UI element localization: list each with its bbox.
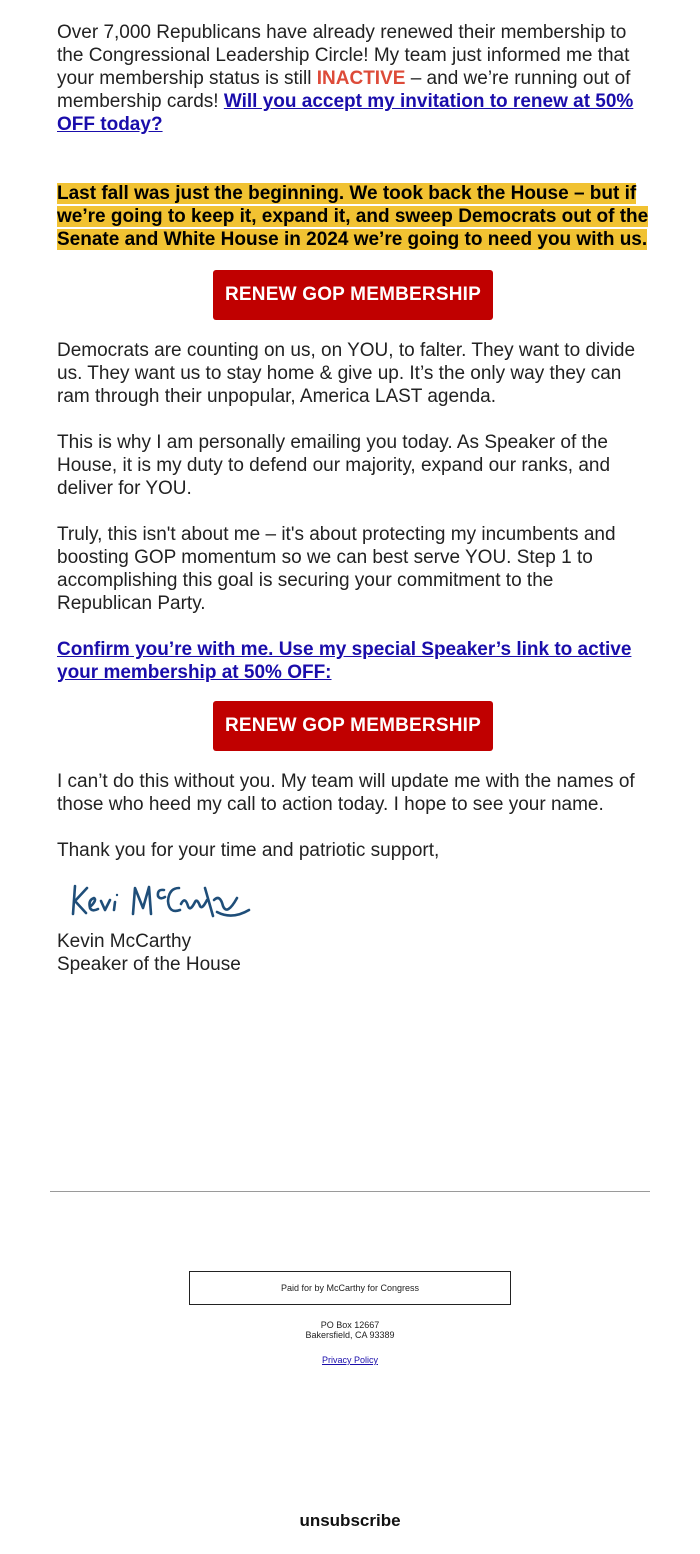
signer-name: Kevin McCarthy (57, 931, 192, 952)
body-paragraph: Democrats are counting on us, on YOU, to falter. They want to divide us. They want us to stay home & give up. It’s the only way they can ram through their unpopular, America LAST agenda. (57, 340, 636, 407)
paid-for-disclaimer: Paid for by McCarthy for Congress (189, 1271, 511, 1305)
email-body (57, 21, 649, 976)
body-paragraph: This is why I am personally emailing you today. As Speaker of the House, it is my duty to defend our majority, expand our ranks, and deliver for YOU. (57, 432, 611, 499)
confirm-membership-link[interactable]: Confirm you’re with me. Use my special Speaker’s link to active your membership at 50% OFF: (57, 639, 632, 683)
signer-title: Speaker of the House (57, 954, 241, 975)
cta-row-primary (57, 270, 649, 320)
intro-text-2: – and we’re running out of membership cards! (57, 68, 631, 112)
confirm-paragraph (57, 638, 649, 684)
highlight-paragraph (57, 182, 649, 251)
cta-row-secondary (57, 701, 649, 751)
signoff-text: Thank you for your time and patriotic support, (57, 840, 440, 861)
highlight-text: Last fall was just the beginning. We took back the House – but if we’re going to keep it, expand it, and sweep Democrats out of the Senate and White House in 2024 we’re going to need you with us. (57, 183, 649, 250)
membership-status: INACTIVE (316, 68, 406, 89)
unsubscribe-link[interactable]: unsubscribe (299, 1511, 401, 1530)
closing-paragraph: I can’t do this without you. My team will update me with the names of those who heed my call to action today. I hope to see your name. (57, 771, 635, 815)
intro-text-1: Over 7,000 Republicans have already renewed their membership to the Congressional Leadership Circle! My team just informed me that your membership status is still (57, 22, 630, 89)
mailing-address-line2: Bakersfield, CA 93389 (305, 1330, 395, 1340)
mailing-address-line1: PO Box 12667 (320, 1320, 380, 1330)
footer-divider (50, 1191, 650, 1192)
renew-invitation-link[interactable]: Will you accept my invitation to renew at 50% OFF today? (57, 91, 634, 135)
body-paragraph: Truly, this isn't about me – it's about protecting my incumbents and boosting GOP momentum so we can best serve YOU. Step 1 to accomplishing this goal is securing your commitment to the Republican Party. (57, 524, 616, 614)
renew-membership-button-secondary[interactable]: RENEW GOP MEMBERSHIP (213, 701, 493, 751)
intro-paragraph (57, 21, 649, 136)
privacy-policy-link[interactable]: Privacy Policy (321, 1355, 378, 1365)
privacy-policy-row (0, 1355, 700, 1365)
signature-image (67, 876, 252, 928)
renew-membership-button[interactable]: RENEW GOP MEMBERSHIP (213, 270, 493, 320)
